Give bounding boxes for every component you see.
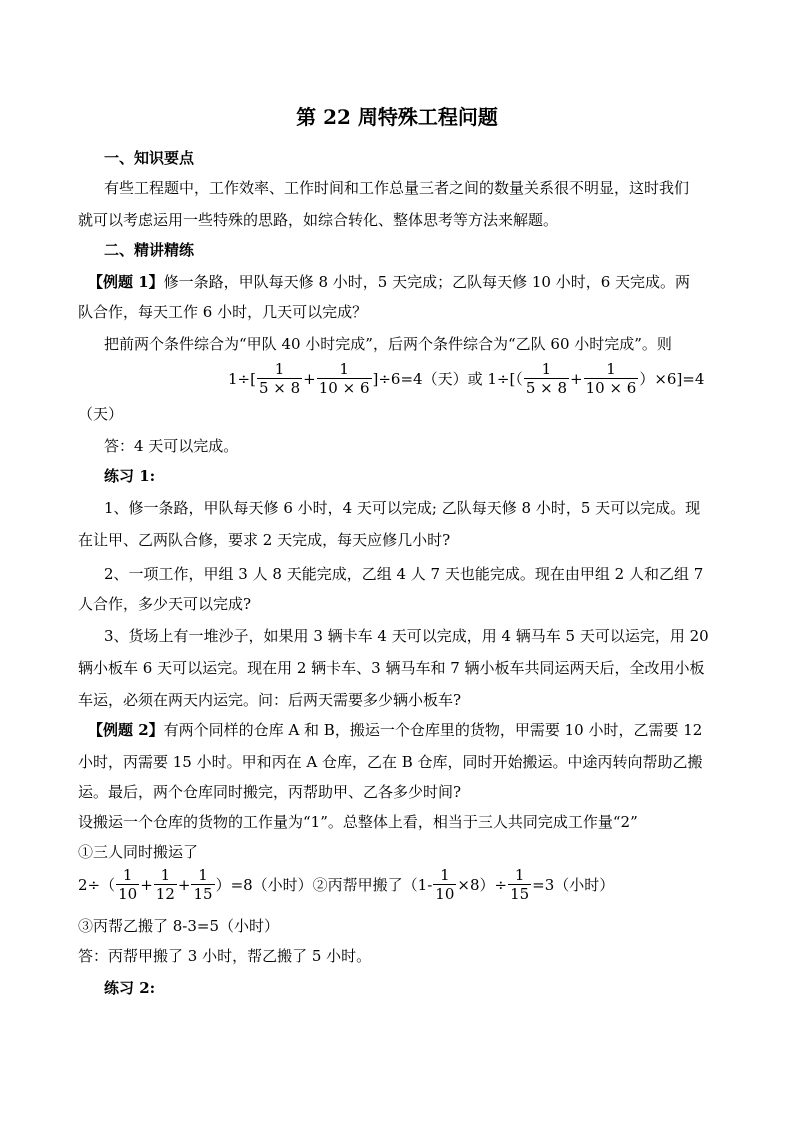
fraction-numerator: 1	[198, 866, 208, 884]
fraction	[584, 360, 639, 397]
fraction-denominator: 10	[435, 885, 455, 903]
fraction	[317, 360, 372, 397]
practice1-q3-line1: 3、货场上有一堆沙子，如果用 3 辆卡车 4 天可以完成，用 4 辆马车 5 天可以运完，用 20	[104, 627, 709, 645]
fraction-denominator: 10 × 6	[318, 379, 370, 397]
example2-answer: 答：丙帮甲搬了 3 小时，帮乙搬了 5 小时。	[78, 947, 372, 965]
example2-text1: 有两个同样的仓库 A 和 B，搬运一个仓库里的货物，甲需要 10 小时，乙需要 12	[163, 721, 703, 739]
fraction	[191, 866, 214, 903]
practice1-q1-line1: 1、修一条路，甲队每天修 6 小时，4 天可以完成; 乙队每天修 8 小时，5 天可以完成。现	[104, 499, 701, 517]
formula-text: =3（小时）	[532, 875, 615, 894]
section-heading-knowledge: 一、知识要点	[104, 149, 195, 167]
formula-text: ）×6]=4	[639, 369, 705, 388]
formula-text: ]÷6=4（天）或 1÷[（	[372, 369, 523, 388]
example1-line2: 队合作，每天工作 6 小时，几天可以完成？	[78, 303, 368, 321]
example2-line4: 设搬运一个仓库的货物的工作量为“1”。总整体上看，相当于三人共同完成工作量“2”	[78, 813, 638, 831]
fraction-denominator: 5 × 8	[525, 379, 568, 397]
fraction-denominator: 15	[193, 885, 213, 903]
fraction	[257, 360, 302, 397]
fraction-numerator: 1	[514, 866, 525, 884]
formula-text: +	[303, 369, 316, 388]
example2-step1: ①三人同时搬运了	[78, 843, 199, 861]
formula-text: +	[140, 875, 153, 894]
formula-text: ）=8（小时）②丙帮甲搬了（1-	[215, 875, 433, 894]
fraction-numerator: 1	[160, 866, 171, 884]
formula-text: +	[177, 875, 191, 894]
example1-label: 【例题 1】	[88, 273, 164, 291]
formula-text: 1÷[	[228, 369, 256, 388]
example2-line3: 运。最后，两个仓库同时搬完，丙帮助甲、乙各多少时间?	[78, 783, 462, 801]
fraction	[154, 866, 177, 903]
example1-text1: 修一条路，甲队每天修 8 小时，5 天完成；乙队每天修 10 小时，6 天完成。两	[163, 273, 691, 291]
practice1-q3-line2: 辆小板车 6 天可以运完。现在用 2 辆卡车、3 辆马车和 7 辆小板车共同运两天后，全改用小板	[78, 659, 705, 677]
formula-text: 2÷（	[78, 875, 116, 894]
example1-unit-wrap: （天）	[78, 405, 124, 423]
fraction-numerator: 1	[541, 360, 552, 378]
fraction	[524, 360, 569, 397]
practice1-q2-line2: 人合作，多少天可以完成?	[78, 595, 252, 613]
fraction-numerator: 1	[339, 360, 349, 378]
fraction	[116, 866, 139, 903]
example1-line3: 把前两个条件综合为“甲队 40 小时完成”，后两个条件综合为“乙队 60 小时完成”。则	[104, 335, 672, 353]
section-heading-practice: 二、精讲精练	[104, 241, 195, 259]
fraction	[433, 866, 456, 903]
practice2-label: 练习 2:	[104, 979, 156, 997]
page-title: 第 22 周特殊工程问题	[296, 105, 498, 129]
example2-line1	[88, 720, 702, 740]
formula-text: +	[570, 369, 583, 388]
fraction-denominator: 12	[155, 885, 175, 903]
fraction-numerator: 1	[122, 866, 133, 884]
fraction-denominator: 10	[118, 885, 138, 903]
intro-paragraph-line2: 就可以考虑运用一些特殊的思路，如综合转化、整体思考等方法来解题。	[78, 211, 559, 229]
example2-label: 【例题 2】	[88, 721, 164, 739]
fraction-denominator: 5 × 8	[258, 379, 301, 397]
example1-answer: 答：4 天可以完成。	[104, 437, 239, 455]
practice1-label: 练习 1:	[104, 467, 156, 485]
practice1-q1-line2: 在让甲、乙两队合修，要求 2 天完成，每天应修几小时?	[78, 531, 451, 549]
example1-line1	[88, 272, 690, 292]
fraction-denominator: 10 × 6	[585, 379, 637, 397]
practice1-q3-line3: 车运，必须在两天内运完。问：后两天需要多少辆小板车?	[78, 691, 462, 709]
fraction-numerator: 1	[274, 360, 285, 378]
practice1-q2-line1: 2、一项工作，甲组 3 人 8 天能完成，乙组 4 人 7 天也能完成。现在由甲组 2 人和乙组 7	[104, 565, 704, 583]
example1-formula	[228, 360, 704, 397]
fraction-numerator: 1	[606, 360, 616, 378]
example2-formula	[78, 866, 614, 903]
formula-text: ×8）÷	[457, 875, 508, 894]
example2-line2: 小时，丙需要 15 小时。甲和丙在 A 仓库，乙在 B 仓库，同时开始搬运。中途丙转向帮助乙搬	[78, 753, 703, 771]
intro-paragraph-line1: 有些工程题中，工作效率、工作时间和工作总量三者之间的数量关系很不明显，这时我们	[104, 179, 690, 197]
example2-step3: ③丙帮乙搬了 8-3=5（小时）	[78, 917, 280, 935]
fraction-numerator: 1	[440, 866, 450, 884]
fraction	[508, 866, 531, 903]
fraction-denominator: 15	[510, 885, 530, 903]
